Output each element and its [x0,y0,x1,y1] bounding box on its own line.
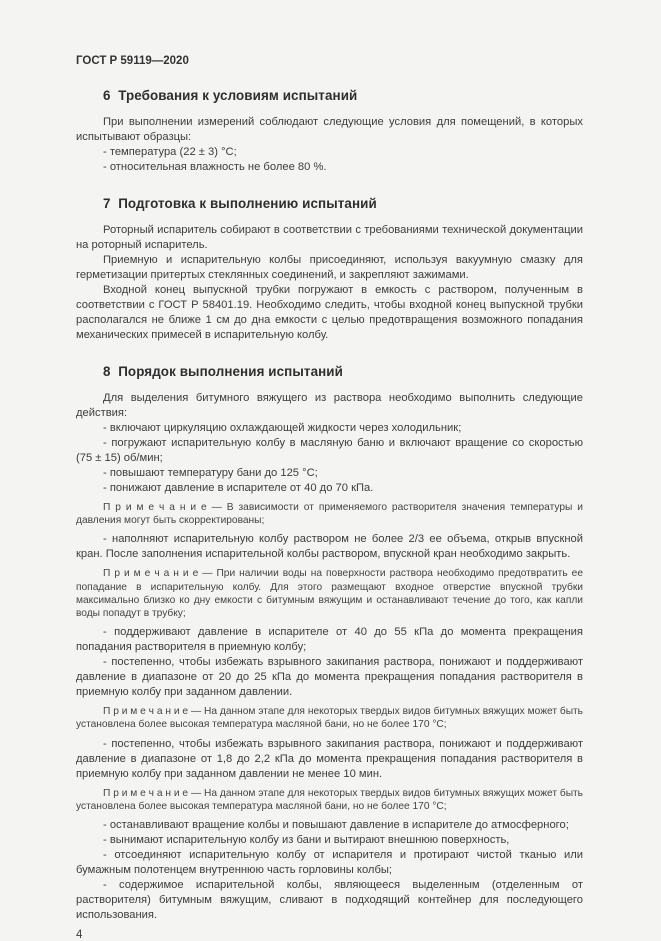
list-item: - включают циркуляцию охлаждающей жидкости через холодильник; [103,422,462,434]
list-item: - содержимое испарительной колбы, являющееся выделенным (отделенным от растворителя) битумным вяжущим, сливают в подходящий контейнер для последующего использования. [76,879,583,922]
list-item: - повышают температуру бани до 125 °С; [103,467,318,479]
note: П р и м е ч а н и е — При наличии воды на поверхности раствора необходимо предотвратить ее попадание в испарительную колбу. Для этого размещают входное отверстие впускной трубки максимально близко ко дну емкости с битумным вяжущим и останавливают течение до того, как капли воды попадут в трубку; [76,568,583,620]
list-item: - понижают давление в испарителе от 40 до 70 кПа. [103,482,374,494]
list-item: - отсоединяют испарительную колбу от испарителя и протирают чистой тканью или бумажным полотенцем внутреннюю часть горловины колбы; [76,849,583,877]
section-7-heading: 7 Подготовка к выполнению испытаний [103,196,377,211]
page-number: 4 [76,929,83,941]
list-item: - постепенно, чтобы избежать взрывного закипания раствора, понижают и поддерживают давление в диапазоне от 20 до 25 кПа до момента прекращения попадания растворителя в приемную колбу при заданном давлении. [76,656,583,699]
list-item: - вынимают испарительную колбу из бани и вытирают внешнюю поверхность, [103,834,510,847]
doc-header: ГОСТ Р 59119—2020 [76,55,189,67]
note: П р и м е ч а н и е — На данном этапе для некоторых твердых видов битумных вяжущих может быть установлена более высокая температура масляной бани, но не более 170 °С; [76,787,583,812]
paragraph: При выполнении измерений соблюдают следующие условия для помещений, в которых испытывают образцы: [76,116,583,143]
paragraph: Входной конец выпускной трубки погружают в емкость с раствором, полученным в соответствии с ГОСТ Р 58401.19. Необходимо следить, чтобы входной конец выпускной трубки располагался не ближе 1 см до дна емкости с целью предотвращения возможного попадания механических примесей в испарительную колбу. [76,284,583,341]
note: П р и м е ч а н и е — На данном этапе для некоторых твердых видов битумных вяжущих может быть установлена более высокая температура масляной бани, но не более 170 °С; [76,706,583,731]
list-item: - постепенно, чтобы избежать взрывного закипания раствора, понижают и поддерживают давление в диапазоне от 1,8 до 2,2 кПа до момента прекращения попадания растворителя в приемную колбу при заданном давлении не менее 10 мин. [76,737,583,780]
list-item: - поддерживают давление в испарителе от 40 до 55 кПа до момента прекращения попадания растворителя в приемную колбу; [76,626,583,654]
list-item: - наполняют испарительную колбу раствором не более 2/3 ее объема, открыв впускной кран. После заполнения испарительной колбы раствором, впускной кран необходимо закрыть. [76,533,583,561]
list-item: - температура (22 ± 3) °С; [103,146,237,158]
list-item: - относительная влажность не более 80 %. [103,161,327,173]
section-6-heading: 6 Требования к условиям испытаний [103,88,358,103]
paragraph: Приемную и испарительную колбы присоединяют, используя вакуумную смазку для герметизации притертых стеклянных соединений, и закрепляют зажимами. [76,254,583,281]
list-item: - погружают испарительную колбу в масляную баню и включают вращение со скоростью (75 ± 15) об/мин; [76,437,583,464]
note: П р и м е ч а н и е — В зависимости от применяемого растворителя значения температуры и давления могут быть скорректированы; [76,502,583,527]
list-item: - останавливают вращение колбы и повышают давление в испарителе до атмосферного; [103,819,569,832]
section-8-heading: 8 Порядок выполнения испытаний [103,364,343,379]
paragraph: Роторный испаритель собирают в соответствии с требованиями технической документации на роторный испаритель. [76,224,583,251]
paragraph: Для выделения битумного вяжущего из раствора необходимо выполнить следующие действия: [76,392,583,419]
